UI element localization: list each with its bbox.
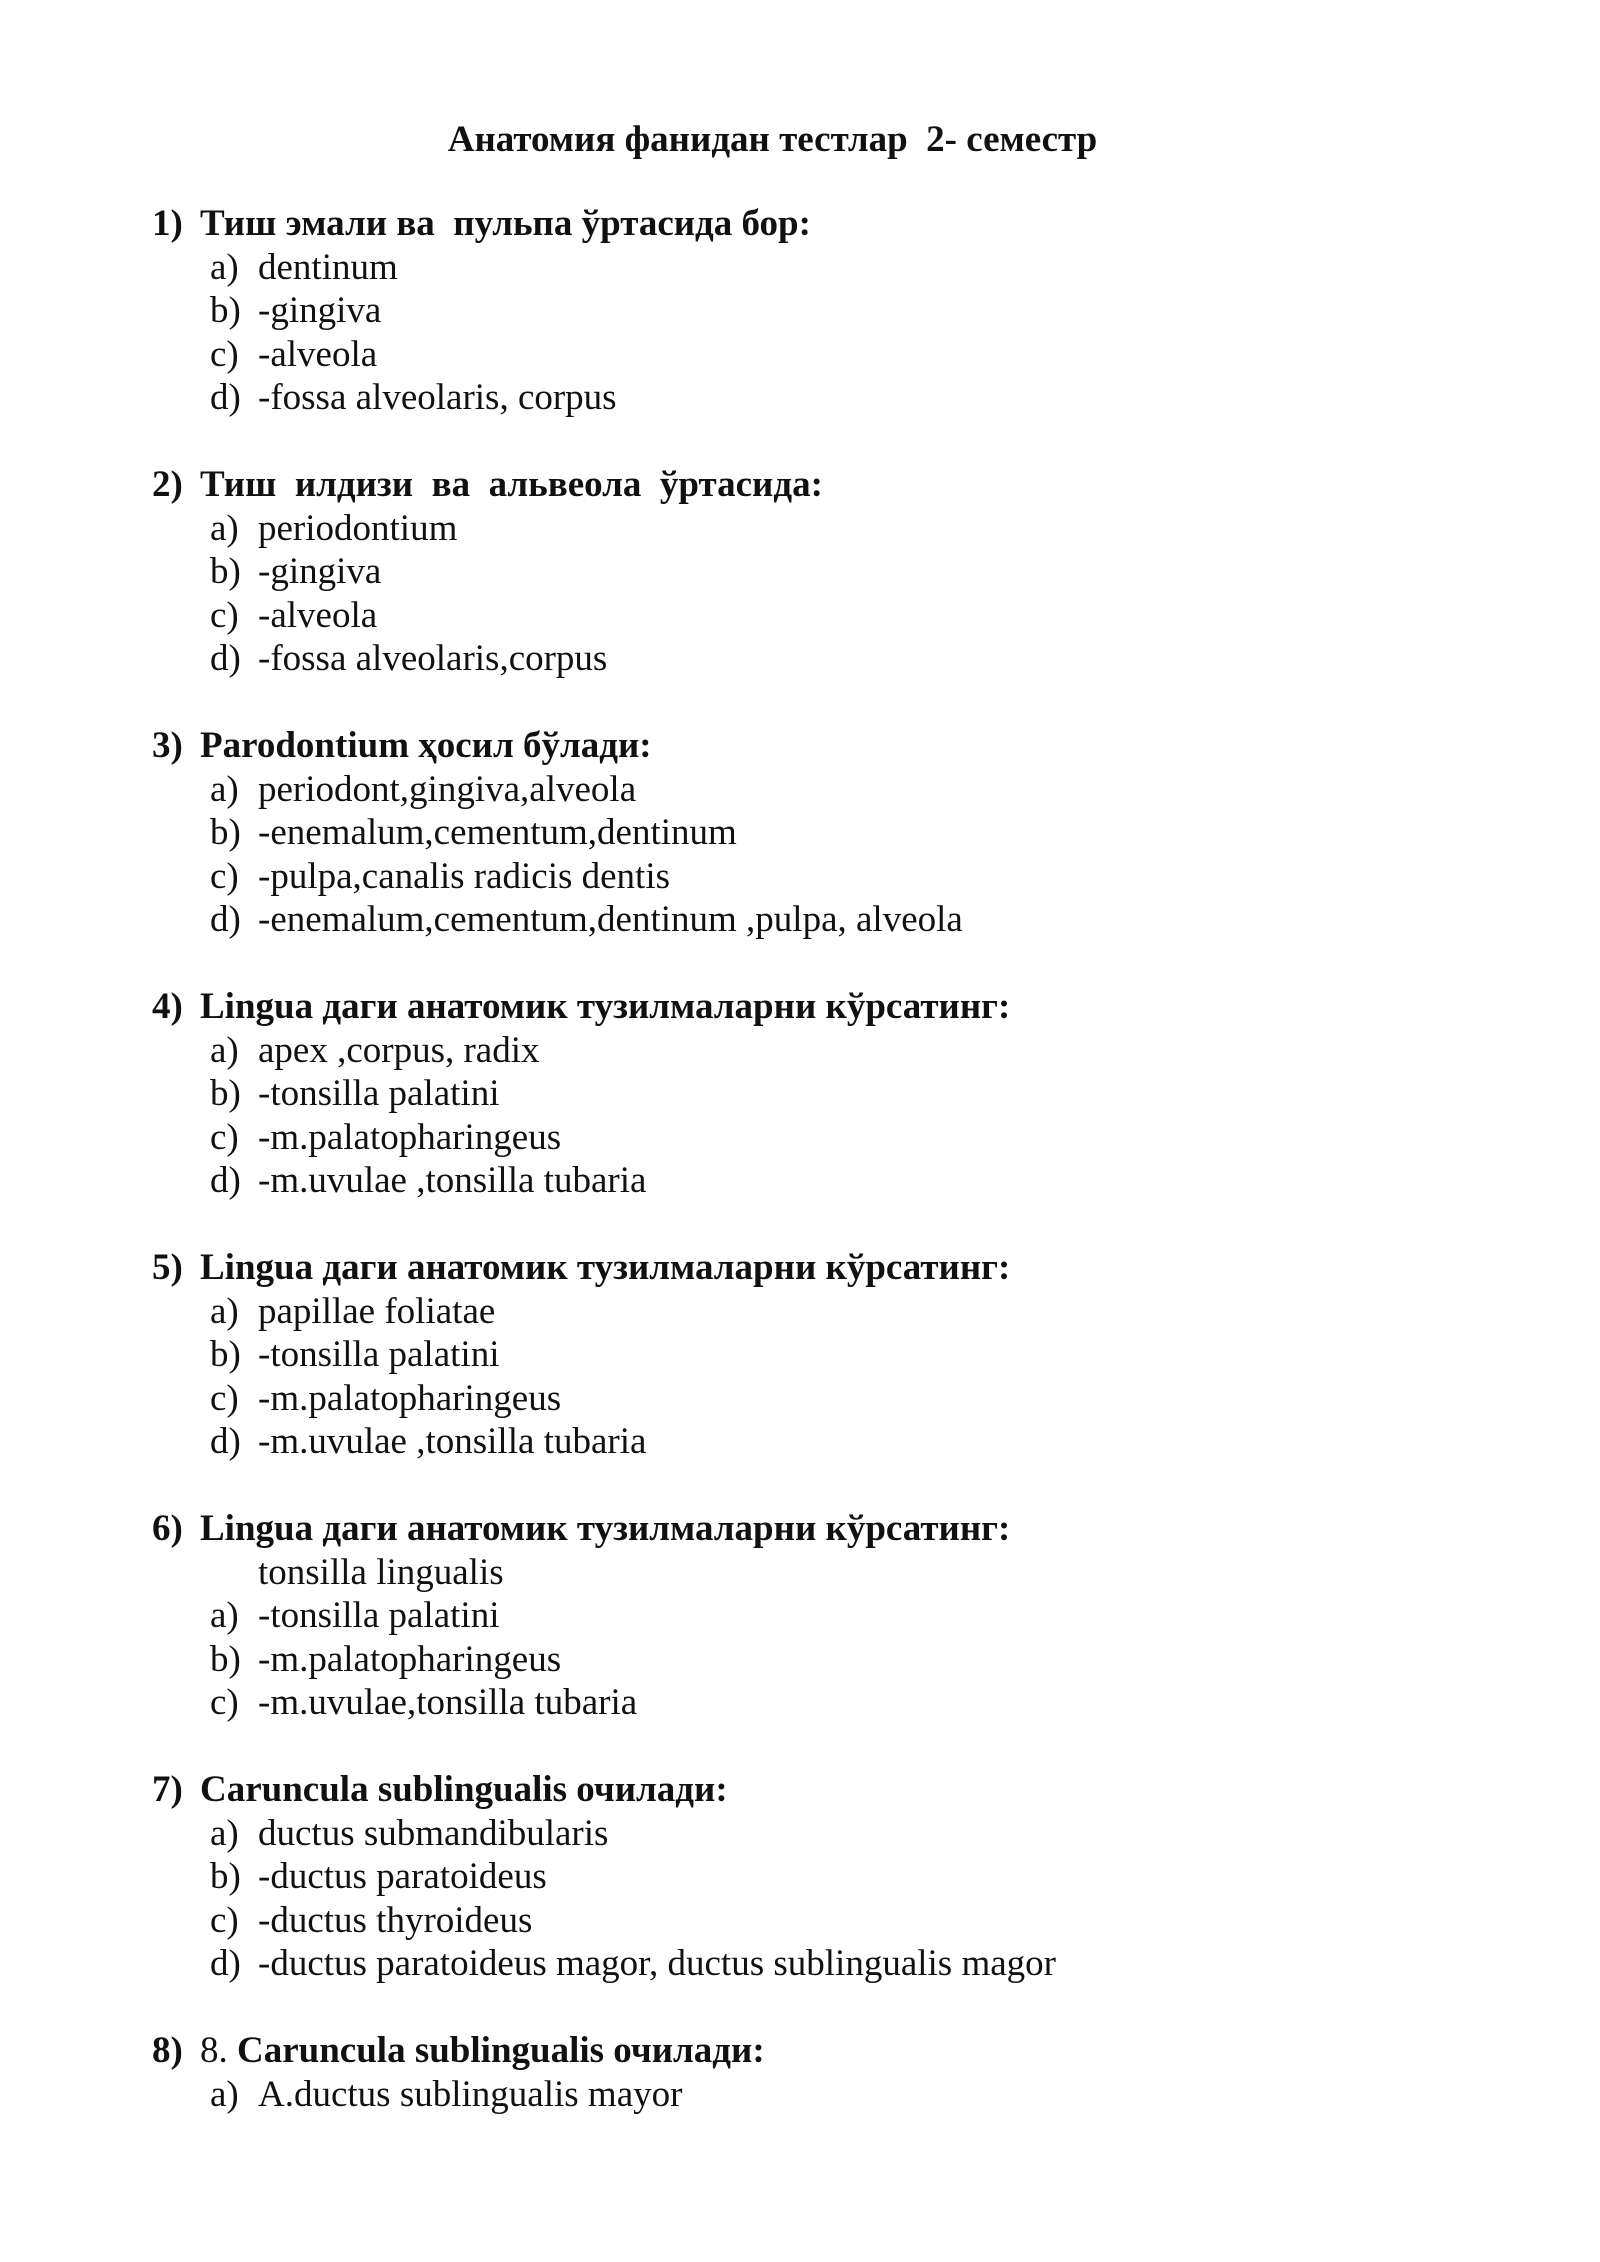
option-letter: a) (210, 1029, 239, 1071)
option-text: -pulpa,canalis radicis dentis (258, 855, 671, 897)
option-letter: a) (210, 246, 239, 288)
option-text: -enemalum,cementum,dentinum (258, 812, 737, 853)
option-letter: d) (210, 638, 241, 679)
question-text (200, 1507, 1010, 1551)
option-letter: d) (210, 1421, 241, 1462)
option-letter: a) (210, 507, 239, 549)
question-prefix: 8. (200, 2030, 237, 2071)
question-number: 8) (152, 2030, 183, 2071)
option-text: -alveola (258, 594, 378, 636)
question-number: 2) (152, 464, 183, 505)
option-text: -fossa alveolaris,corpus (258, 638, 608, 679)
option-letter: c) (210, 1377, 239, 1419)
question-body: Тиш илдизи ва альвеола ўртасида: (200, 464, 823, 505)
option-letter: b) (210, 551, 241, 592)
option-text: -ductus paratoideus (258, 1856, 547, 1897)
option-text: -gingiva (258, 551, 382, 592)
option-text: -tonsilla palatini (258, 1595, 500, 1636)
option-letter: b) (210, 812, 241, 853)
document-title: Анатомия фанидан тестлар 2- семестр (447, 119, 1098, 160)
option-letter: b) (210, 1073, 241, 1114)
question-body: Caruncula sublingualis очилади: (237, 2030, 765, 2071)
option-letter: c) (210, 1899, 239, 1941)
option-letter: c) (210, 594, 239, 636)
option-letter: c) (210, 333, 239, 375)
option-text: -gingiva (258, 290, 382, 331)
option-letter: a) (210, 768, 239, 810)
question-body: Lingua даги анатомик тузилмаларни кўрсатинг: (200, 986, 1011, 1027)
question-body: Caruncula sublingualis очилади: (200, 1769, 728, 1810)
option-text: -fossa alveolaris, corpus (258, 377, 617, 418)
option-letter: a) (210, 1290, 239, 1332)
option-text: ductus submandibularis (258, 1812, 609, 1854)
option-letter: b) (210, 290, 241, 331)
question-subtext: tonsilla lingualis (258, 1551, 504, 1593)
option-letter: d) (210, 1160, 241, 1201)
option-text: periodont,gingiva,alveola (258, 768, 637, 810)
option-text: -tonsilla palatini (258, 1073, 500, 1114)
question-body: Lingua даги анатомик тузилмаларни кўрсатинг: (200, 1508, 1011, 1549)
option-text: dentinum (258, 246, 398, 288)
option-text: -enemalum,cementum,dentinum ,pulpa, alveola (258, 899, 963, 940)
option-letter: b) (210, 1856, 241, 1897)
option-letter: c) (210, 1682, 239, 1723)
option-text: -m.uvulae,tonsilla tubaria (258, 1682, 638, 1723)
option-text: -ductus thyroideus (258, 1899, 533, 1941)
question-number: 4) (152, 986, 183, 1027)
option-text: -tonsilla palatini (258, 1334, 500, 1375)
question-text (200, 463, 823, 507)
option-letter: d) (210, 377, 241, 418)
option-letter: d) (210, 1943, 241, 1984)
option-letter: d) (210, 899, 241, 940)
option-text: periodontium (258, 507, 458, 549)
question-text (200, 202, 811, 246)
question-text (200, 985, 1010, 1029)
question-body: Тиш эмали ва пульпа ўртасида бор: (200, 203, 811, 244)
option-text: papillae foliatae (258, 1290, 496, 1332)
option-text: -m.palatopharingeus (258, 1116, 562, 1158)
option-text: A.ductus sublingualis mayor (258, 2073, 683, 2115)
question-body: Lingua даги анатомик тузилмаларни кўрсатинг: (200, 1247, 1011, 1288)
question-text (200, 724, 652, 768)
option-letter: a) (210, 1812, 239, 1854)
option-letter: b) (210, 1334, 241, 1375)
option-letter: c) (210, 855, 239, 897)
question-number: 1) (152, 203, 183, 244)
question-text (200, 2029, 765, 2073)
option-letter: c) (210, 1116, 239, 1158)
option-text: -m.palatopharingeus (258, 1638, 562, 1680)
option-text: -alveola (258, 333, 378, 375)
question-body: Parodontium ҳосил бўлади: (200, 725, 652, 766)
option-text: -m.palatopharingeus (258, 1377, 562, 1419)
option-letter: a) (210, 2073, 239, 2115)
question-number: 6) (152, 1508, 183, 1549)
option-text: -ductus paratoideus magor, ductus sublingualis magor (258, 1943, 1056, 1984)
question-number: 3) (152, 725, 183, 766)
option-letter: b) (210, 1638, 241, 1680)
question-number: 5) (152, 1247, 183, 1288)
option-text: -m.uvulae ,tonsilla tubaria (258, 1421, 647, 1462)
option-letter: a) (210, 1595, 239, 1636)
option-text: apex ,corpus, radix (258, 1029, 540, 1071)
question-text (200, 1246, 1010, 1290)
question-text (200, 1768, 728, 1812)
question-number: 7) (152, 1769, 183, 1810)
option-text: -m.uvulae ,tonsilla tubaria (258, 1160, 647, 1201)
